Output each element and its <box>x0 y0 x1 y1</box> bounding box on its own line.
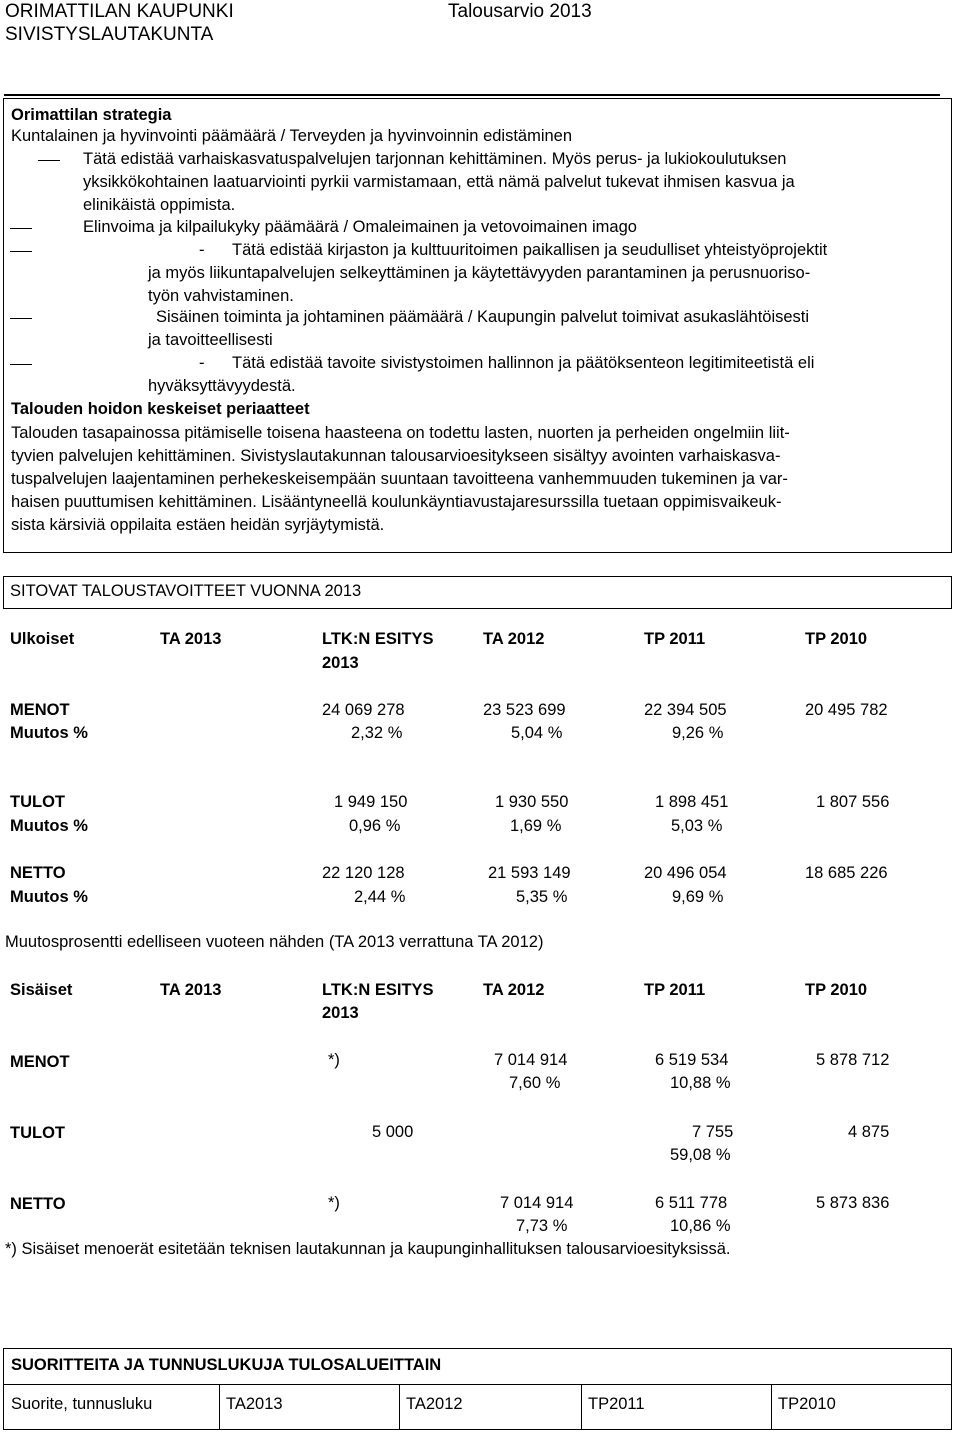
ext-header-label: Ulkoiset <box>10 630 75 648</box>
ext-cell-ta2012: 21 593 149 <box>488 864 571 882</box>
goal1-heading: Kuntalainen ja hyvinvointi päämäärä / Terveyden ja hyvinvoinnin edistäminen <box>11 127 573 145</box>
principles-title: Talouden hoidon keskeiset periaatteet <box>11 400 310 418</box>
document-title: Talousarvio 2013 <box>448 1 592 22</box>
int-header-tp2011: TP 2011 <box>644 981 706 999</box>
perf-header-tp2011: TP2011 <box>588 1395 645 1413</box>
int-header-esitys: LTK:N ESITYS <box>322 981 434 999</box>
principles-line: sista kärsiviä oppilaita estäen heidän syrjäytymistä. <box>11 516 385 534</box>
goal1-line: Tätä edistää varhaiskasvatuspalvelujen tarjonnan kehittäminen. Myös perus- ja lukiokoulutuksen <box>83 150 787 168</box>
ext-cell-ta2012: 1 930 550 <box>495 793 569 811</box>
int-note: *) Sisäiset menoerät esitetään teknisen lautakunnan ja kaupunginhallituksen talousarvioesityksissä. <box>5 1240 731 1258</box>
targets-title: SITOVAT TALOUSTAVOITTEET VUONNA 2013 <box>10 582 362 600</box>
perf-col-divider <box>399 1385 400 1429</box>
int-cell-tp2011-pct: 10,88 % <box>670 1074 731 1092</box>
ext-row-sub: Muutos % <box>10 724 88 742</box>
int-header-ta2012: TA 2012 <box>483 981 545 999</box>
int-cell-tp2011: 6 519 534 <box>655 1051 729 1069</box>
perf-col-divider <box>581 1385 582 1429</box>
bullet-dash <box>10 318 32 319</box>
principles-line: haisen puuttumisen kehittäminen. Lisääntyneellä koulunkäyntiavustajaresurssilla tuetaan oppimisvaikeuk- <box>11 493 782 511</box>
ext-cell-tp2011-pct: 9,69 % <box>672 888 724 906</box>
ext-cell-ta2012: 23 523 699 <box>483 701 566 719</box>
perf-header-ta2013: TA2013 <box>226 1395 283 1413</box>
int-cell-esitys: 5 000 <box>372 1123 414 1141</box>
ext-cell-ta2012-pct: 1,69 % <box>510 817 562 835</box>
ext-cell-tp2011: 20 496 054 <box>644 864 727 882</box>
goal2-line: työn vahvistaminen. <box>148 287 294 305</box>
int-header-tp2010: TP 2010 <box>805 981 868 999</box>
goal2-heading: Elinvoima ja kilpailukyky päämäärä / Omaleimainen ja vetovoimainen imago <box>83 218 637 236</box>
int-cell-ta2012: 7 014 914 <box>500 1194 574 1212</box>
ext-cell-tp2010: 18 685 226 <box>805 864 888 882</box>
ext-cell-esitys: 24 069 278 <box>322 701 405 719</box>
goal2-sub-dash: - <box>199 241 205 259</box>
ext-header-esitys: LTK:N ESITYS <box>322 630 434 648</box>
goal3-line: Tätä edistää tavoite sivistystoimen hallinnon ja päätöksenteon legitimiteetistä eli <box>232 354 815 372</box>
ext-row-label: NETTO <box>10 864 66 882</box>
principles-line: tuspalvelujen laajentaminen perhekeskeisempään suuntaan tavoitteena vanhemmuuden tukeminen ja var- <box>11 470 788 488</box>
goal1-line: elinikäistä oppimista. <box>83 196 236 214</box>
int-header-esitys-year: 2013 <box>322 1004 359 1022</box>
ext-cell-ta2012-pct: 5,35 % <box>516 888 568 906</box>
int-cell-ta2012-pct: 7,73 % <box>516 1217 568 1235</box>
ext-cell-tp2010: 1 807 556 <box>816 793 890 811</box>
header-rule <box>4 94 940 96</box>
perf-header-ta2012: TA2012 <box>406 1395 463 1413</box>
org-name-line2: SIVISTYSLAUTAKUNTA <box>5 24 214 45</box>
int-cell-tp2011: 6 511 778 <box>655 1194 728 1212</box>
bullet-dash <box>38 160 60 161</box>
ext-header-tp2010: TP 2010 <box>805 630 868 648</box>
int-cell-tp2011-pct: 10,86 % <box>670 1217 731 1235</box>
ext-cell-tp2010: 20 495 782 <box>805 701 888 719</box>
org-name-line1: ORIMATTILAN KAUPUNKI <box>5 1 234 22</box>
ext-cell-tp2011: 1 898 451 <box>655 793 729 811</box>
ext-cell-esitys: 1 949 150 <box>334 793 408 811</box>
perf-col-divider <box>219 1385 220 1429</box>
perf-header-label: Suorite, tunnusluku <box>11 1395 153 1413</box>
ext-cell-esitys-pct: 2,32 % <box>351 724 403 742</box>
performance-title: SUORITTEITA JA TUNNUSLUKUJA TULOSALUEITTAIN <box>11 1356 442 1374</box>
ext-cell-esitys-pct: 0,96 % <box>349 817 401 835</box>
ext-row-label: MENOT <box>10 701 70 719</box>
principles-line: Talouden tasapainossa pitämiselle toisena haasteena on todettu lasten, nuorten ja perheiden ongelmiin liit- <box>11 424 790 442</box>
bullet-dash <box>10 228 32 229</box>
goal3-line: hyväksyttävyydestä. <box>148 377 296 395</box>
ext-header-ta2013: TA 2013 <box>160 630 222 648</box>
goal3-heading: ja tavoitteellisesti <box>148 331 273 349</box>
ext-header-tp2011: TP 2011 <box>644 630 706 648</box>
ext-header-esitys-year: 2013 <box>322 654 359 672</box>
int-header-ta2013: TA 2013 <box>160 981 222 999</box>
bullet-dash <box>10 364 32 365</box>
principles-line: tyvien palvelujen kehittäminen. Sivistyslautakunnan talousarvioesitykseen sisältyy avointen varhaiskasva- <box>11 447 781 465</box>
int-row-label: MENOT <box>10 1053 70 1071</box>
ext-cell-esitys-pct: 2,44 % <box>354 888 406 906</box>
goal3-sub-dash: - <box>199 354 205 372</box>
strategy-title: Orimattilan strategia <box>11 106 172 124</box>
goal2-line: ja myös liikuntapalvelujen selkeyttäminen ja käytettävyyden parantaminen ja perusnuoriso- <box>148 264 811 282</box>
ext-cell-tp2011-pct: 9,26 % <box>672 724 724 742</box>
ext-cell-tp2011-pct: 5,03 % <box>671 817 723 835</box>
ext-cell-ta2012-pct: 5,04 % <box>511 724 563 742</box>
int-cell-tp2010: 4 875 <box>848 1123 890 1141</box>
bullet-dash <box>10 251 32 252</box>
int-cell-esitys: *) <box>328 1051 340 1069</box>
int-header-label: Sisäiset <box>10 981 73 999</box>
ext-note: Muutosprosentti edelliseen vuoteen nähden (TA 2013 verrattuna TA 2012) <box>5 933 544 951</box>
int-cell-tp2010: 5 878 712 <box>816 1051 890 1069</box>
goal1-line: yksikkökohtainen laatuarviointi pyrkii varmistamaan, että nämä palvelut tukevat ihmisen kasvua ja <box>83 173 795 191</box>
int-cell-tp2011: 7 755 <box>692 1123 734 1141</box>
int-cell-ta2012: 7 014 914 <box>494 1051 568 1069</box>
ext-cell-esitys: 22 120 128 <box>322 864 405 882</box>
ext-cell-tp2011: 22 394 505 <box>644 701 727 719</box>
perf-col-divider <box>771 1385 772 1429</box>
int-cell-tp2010: 5 873 836 <box>816 1194 890 1212</box>
int-cell-esitys: *) <box>328 1194 340 1212</box>
int-row-label: NETTO <box>10 1195 66 1213</box>
int-row-label: TULOT <box>10 1124 65 1142</box>
int-cell-tp2011-pct: 59,08 % <box>670 1146 731 1164</box>
ext-header-ta2012: TA 2012 <box>483 630 545 648</box>
perf-header-tp2010: TP2010 <box>778 1395 836 1413</box>
ext-row-sub: Muutos % <box>10 888 88 906</box>
goal3-heading: Sisäinen toiminta ja johtaminen päämäärä / Kaupungin palvelut toimivat asukaslähtöisesti <box>156 308 810 326</box>
ext-row-sub: Muutos % <box>10 817 88 835</box>
goal2-line: Tätä edistää kirjaston ja kulttuuritoimen paikallisen ja seudulliset yhteistyöprojektit <box>232 241 828 259</box>
int-cell-ta2012-pct: 7,60 % <box>509 1074 561 1092</box>
ext-row-label: TULOT <box>10 793 65 811</box>
